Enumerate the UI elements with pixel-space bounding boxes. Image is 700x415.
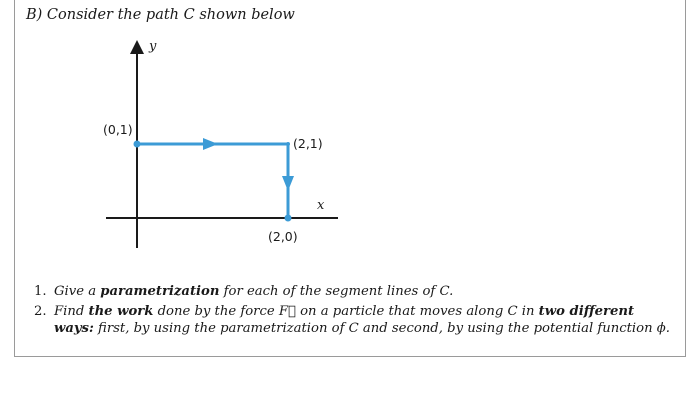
question-text: Find xyxy=(54,304,89,319)
question-text: for each of the segment lines of C. xyxy=(219,284,454,299)
point-start xyxy=(134,141,141,148)
point-end xyxy=(285,215,292,222)
question-text: Give a xyxy=(54,284,101,299)
point-label-2-0: (2,0) xyxy=(268,229,298,244)
question-emphasis: two different ways: xyxy=(54,304,635,336)
point-label-2-1: (2,1) xyxy=(293,136,323,151)
question-list xyxy=(34,283,674,340)
point-label-0-1: (0,1) xyxy=(103,122,133,137)
question-2 xyxy=(34,303,674,337)
question-text: first, by using the parametrization of C and second, by using the potential function ϕ. xyxy=(93,321,670,336)
direction-arrow-right xyxy=(203,138,218,150)
point-corner xyxy=(286,142,290,146)
path-c xyxy=(134,138,295,222)
y-axis-label: y xyxy=(149,39,157,54)
question-number: 1. xyxy=(34,284,47,299)
question-text: done by the force F⃗ on a particle that moves along C in xyxy=(153,304,539,319)
question-emphasis: the work xyxy=(88,304,154,319)
question-emphasis: parametrization xyxy=(100,284,220,299)
question-number: 2. xyxy=(34,304,47,319)
problem-heading: B) Consider the path C shown below xyxy=(26,7,295,23)
x-axis-label: x xyxy=(317,198,325,213)
question-1 xyxy=(34,283,674,300)
direction-arrow-down xyxy=(282,176,294,191)
